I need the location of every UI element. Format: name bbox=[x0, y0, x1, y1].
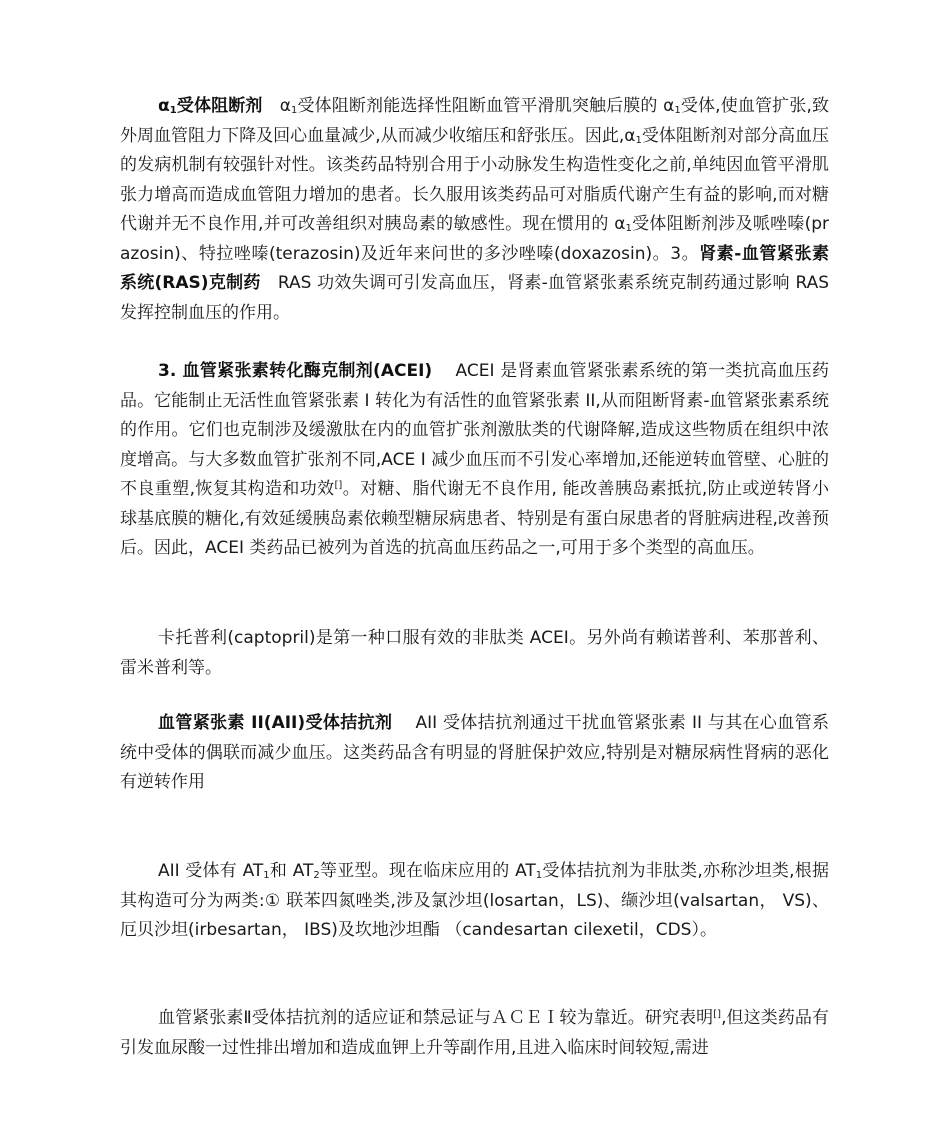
paragraph-aii-antagonists: 血管紧张素 II(AII)受体拮抗剂 AII 受体拮抗剂通过干扰血管紧张素 II 与其在心血管系统中受体的偶联而减少血压。这类药品含有明显的肾脏保护效应,特别是对糖尿病性肾病的恶化有逆转作用 bbox=[120, 713, 829, 792]
paragraph-acei: 3. 血管紧张素转化酶克制剂(ACEI) ACEI 是肾素血管紧张素系统的第一类抗高血压药品。它能制止无活性血管紧张素 I 转化为有活性的血管紧张素 II,从而阻断肾素-血管紧张素系统的作用。它们也克制涉及缓激肽在内的血管扩张剂激肽类的代谢降解,造成这些物质在组织中浓度增高。与大多数血管扩张剂不同,ACE Ⅰ 减少血压而不引发心率增加,还能逆转血管壁、心脏的不良重塑,恢复其构造和功效[]。对糖、脂代谢无不良作用, 能改善胰岛素抵抗,防止或逆转肾小球基底膜的糖化,有效延缓胰岛素依赖型糖尿病患者、特别是有蛋白尿患者的肾脏病进程,改善预后。因此，ACEI 类药品已被列为首选的抗高血压药品之一,可用于多个类型的高血压。 bbox=[120, 361, 829, 558]
paragraph-captopril: 卡托普利(captopril)是第一种口服有效的非肽类 ACEI。另外尚有赖诺普利、苯那普利、雷米普利等。 bbox=[120, 628, 829, 678]
paragraph-at-subtypes: AII 受体有 $AT_1$和 $AT_2$等亚型。现在临床应用的 $AT_1$受体拮抗剂为非肽类,亦称沙坦类,根据其构造可分为两类:① 联苯四氮唑类,涉及氯沙坦(losartan，LS)、缬沙坦(valsartan， VS)、厄贝沙坦(irbesartan， IBS)及坎地沙坦酯 （candesartan cilexetil，CDS）。 bbox=[120, 861, 829, 940]
paragraph-indications: 血管紧张素Ⅱ受体拮抗剂的适应证和禁忌证与ＡＣＥＩ较为靠近。研究表明[],但这类药品有引发血尿酸一过性排出增加和造成血钾上升等副作用,且进入临床时间较短,需进 bbox=[120, 1008, 829, 1058]
reference-mark: [] bbox=[713, 1009, 722, 1020]
paragraph-alpha-blockers: $\alpha_1$受体阻断剂 $\alpha_1$受体阻断剂能选择性阻断血管平滑肌突触后膜的 $\alpha_1$受体,使血管扩张,致外周血管阻力下降及回心血量减少,从而减少收缩压和舒张压。因此$,\alpha_1$受体阻断剂对部分高血压的发病机制有较强针对性。该类药品特别合用于小动脉发生构造性变化之前,单纯因血管平滑肌张力增高而造成血管阻力增加的患者。长久服用该类药品可对脂质代谢产生有益的影响,而对糖代谢并无不良作用,并可改善组织对胰岛素的敏感性。现在惯用的 $\alpha_1$受体阻断剂涉及哌唑嗪(prazosin)、特拉唑嗪(terazosin)及近年来问世的多沙唑嗪(doxazosin)。3。肾素-血管紧张素系统(RAS)克制药 RAS 功效失调可引发高血压，肾素-血管紧张素系统克制药通过影响 RAS 发挥控制血压的作用。 bbox=[120, 96, 830, 323]
paragraph-heading: 血管紧张素 II(AII)受体拮抗剂 bbox=[158, 713, 393, 733]
paragraph-subheading: 肾素-血管紧张素系统(RAS)克制药 bbox=[120, 243, 830, 293]
reference-mark: [] bbox=[334, 480, 343, 491]
paragraph-heading: 3. 血管紧张素转化酶克制剂(ACEI) bbox=[158, 361, 433, 381]
paragraph-heading: $\alpha_1$受体阻断剂 bbox=[158, 96, 263, 116]
